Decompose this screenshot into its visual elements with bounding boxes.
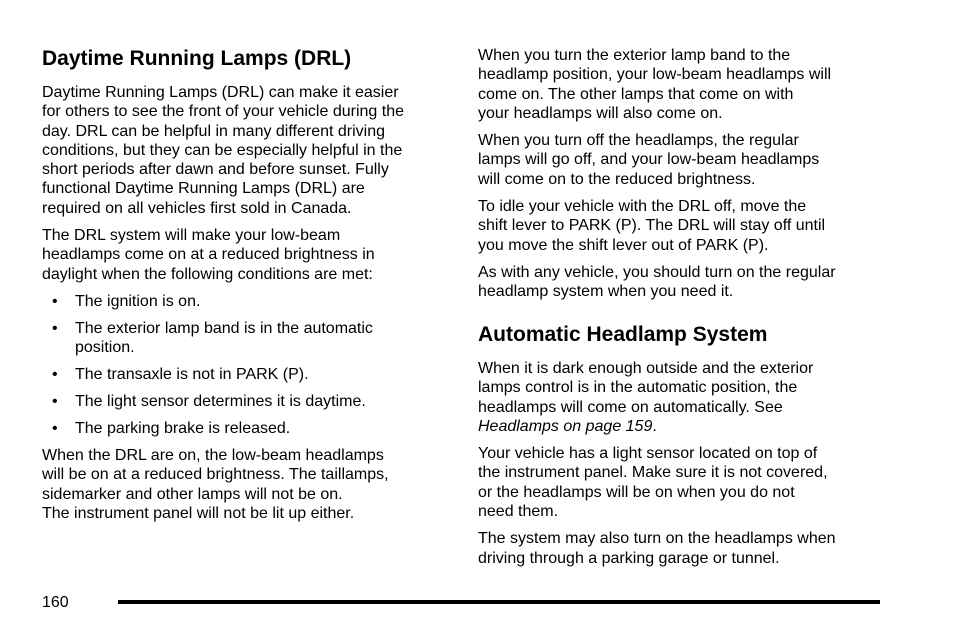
text-line: driving through a parking garage or tunnel. [478, 549, 780, 567]
text-line: headlamp position, your low-beam headlamps will [478, 66, 832, 84]
text-line: you move the shift lever out of PARK (P). [478, 236, 769, 254]
text-line: your headlamps will also come on. [478, 104, 723, 122]
text-line [478, 417, 888, 436]
bullet-icon: • [52, 292, 58, 310]
text-line: headlamps will come on automatically. See [478, 398, 783, 416]
right-column [478, 46, 888, 310]
paragraph [478, 263, 888, 302]
text-line: lamps will go off, and your low-beam headlamps [478, 151, 820, 169]
text-line: or the headlamps will be on when you do not [478, 483, 795, 501]
text-line: the instrument panel. Make sure it is not covered, [478, 464, 828, 482]
text-line: The parking brake is released. [75, 419, 291, 437]
text-line: The system may also turn on the headlamps when [478, 530, 836, 548]
text-line: position. [75, 339, 135, 357]
section-heading-drl: Daytime Running Lamps (DRL) [42, 47, 352, 70]
paragraph [478, 359, 888, 436]
bullet-icon: • [52, 419, 58, 437]
paragraph [478, 529, 888, 568]
bullet-icon: • [52, 366, 58, 384]
page-number: 160 [42, 594, 69, 611]
text-line: functional Daytime Running Lamps (DRL) are [42, 180, 365, 198]
list-item [42, 292, 442, 311]
text-line: The ignition is on. [75, 292, 201, 310]
text-line: When it is dark enough outside and the exterior [478, 360, 814, 377]
paragraph [42, 446, 442, 523]
text-line: The instrument panel will not be lit up either. [42, 505, 355, 523]
section-heading-automatic-headlamp: Automatic Headlamp System [478, 323, 768, 346]
text-line: conditions, but they can be especially helpful in the [42, 141, 403, 159]
cross-reference-link[interactable]: Headlamps on page 159 [478, 417, 653, 435]
text-line: for others to see the front of your vehicle during the [42, 103, 404, 121]
paragraph [478, 197, 888, 255]
text-line: Your vehicle has a light sensor located on top of [478, 445, 818, 463]
text-line: shift lever to PARK (P). The DRL will stay off until [478, 217, 826, 235]
list-item [42, 419, 442, 438]
period: . [652, 417, 657, 435]
text-line: required on all vehicles first sold in Canada. [42, 199, 352, 217]
text-line: When the DRL are on, the low-beam headlamps [42, 447, 384, 465]
text-line: When you turn off the headlamps, the regular [478, 132, 799, 150]
text-line: need them. [478, 503, 559, 521]
text-line: will be on at a reduced brightness. The taillamps, [42, 466, 389, 484]
text-line: short periods after dawn and before sunset. Fully [42, 161, 389, 179]
text-line: To idle your vehicle with the DRL off, move the [478, 198, 807, 216]
paragraph [478, 131, 888, 189]
left-column [42, 46, 442, 531]
text-line: The DRL system will make your low-beam [42, 227, 341, 245]
list-item [42, 365, 442, 384]
condition-list [42, 292, 442, 438]
paragraph [478, 444, 888, 521]
list-item [42, 319, 442, 358]
paragraph [42, 83, 442, 218]
list-item [42, 392, 442, 411]
text-line: daylight when the following conditions are met: [42, 265, 373, 283]
bullet-icon: • [52, 319, 58, 337]
text-line: Daytime Running Lamps (DRL) can make it easier [42, 84, 399, 101]
text-line: The exterior lamp band is in the automatic [75, 319, 373, 337]
text-line: The transaxle is not in PARK (P). [75, 366, 309, 384]
text-line: The light sensor determines it is daytime. [75, 392, 366, 410]
footer-rule [118, 600, 880, 604]
right-column-lower [478, 322, 888, 576]
text-line: headlamp system when you need it. [478, 283, 734, 301]
text-line: lamps control is in the automatic position, the [478, 379, 798, 397]
bullet-icon: • [52, 392, 58, 410]
paragraph [478, 46, 888, 123]
text-line: sidemarker and other lamps will not be on. [42, 485, 343, 503]
text-line: day. DRL can be helpful in many different driving [42, 122, 386, 140]
text-line: headlamps come on at a reduced brightness in [42, 246, 375, 264]
text-line: come on. The other lamps that come on with [478, 85, 794, 103]
text-line: will come on to the reduced brightness. [478, 170, 756, 188]
paragraph [42, 226, 442, 284]
text-line: As with any vehicle, you should turn on the regular [478, 263, 836, 281]
text-line: When you turn the exterior lamp band to the [478, 47, 791, 64]
